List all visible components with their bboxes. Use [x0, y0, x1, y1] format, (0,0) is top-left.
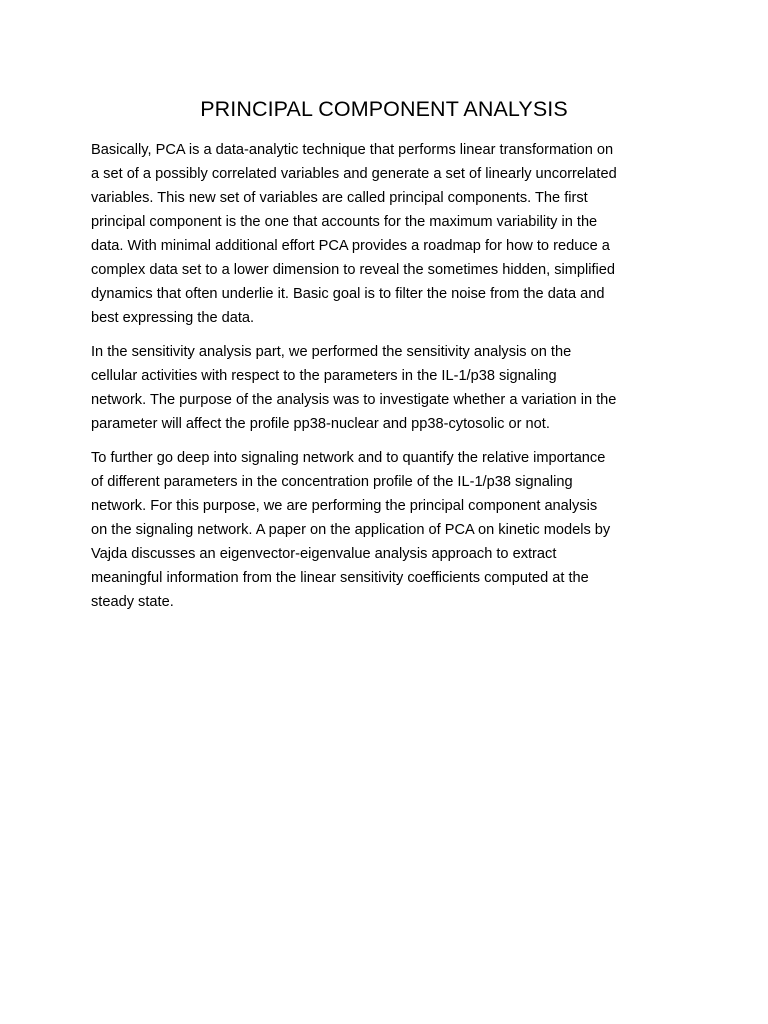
paragraph-sensitivity-analysis: [91, 340, 681, 436]
text-line: principal component is the one that accounts for the maximum variability in the: [91, 214, 598, 230]
document-body: [91, 138, 681, 624]
text-line: meaningful information from the linear sensitivity coefficients computed at the: [91, 570, 589, 586]
text-line: variables. This new set of variables are called principal components. The first: [91, 190, 588, 206]
text-line: best expressing the data.: [91, 310, 255, 326]
text-line: on the signaling network. A paper on the application of PCA on kinetic models by: [91, 522, 611, 538]
text-line: data. With minimal additional effort PCA provides a roadmap for how to reduce a: [91, 238, 610, 254]
text-line: steady state.: [91, 594, 174, 610]
document-title: PRINCIPAL COMPONENT ANALYSIS: [200, 97, 568, 121]
text-line: parameter will affect the profile pp38-nuclear and pp38-cytosolic or not.: [91, 416, 550, 432]
text-line: complex data set to a lower dimension to reveal the sometimes hidden, simplified: [91, 262, 616, 278]
text-line: of different parameters in the concentration profile of the IL-1/p38 signaling: [91, 474, 573, 490]
text-line: To further go deep into signaling network and to quantify the relative importance: [91, 450, 606, 466]
text-line: network. The purpose of the analysis was to investigate whether a variation in the: [91, 392, 617, 408]
text-line: In the sensitivity analysis part, we performed the sensitivity analysis on the: [91, 344, 572, 360]
text-line: a set of a possibly correlated variables and generate a set of linearly uncorrelated: [91, 166, 617, 182]
text-line: cellular activities with respect to the parameters in the IL-1/p38 signaling: [91, 368, 557, 384]
text-line: Basically, PCA is a data-analytic technique that performs linear transformation on: [91, 142, 614, 158]
paragraph-pca-purpose: [91, 446, 681, 614]
paragraph-pca-definition: [91, 138, 681, 330]
text-line: network. For this purpose, we are performing the principal component analysis: [91, 498, 598, 514]
text-line: Vajda discusses an eigenvector-eigenvalue analysis approach to extract: [91, 546, 557, 562]
text-line: dynamics that often underlie it. Basic goal is to filter the noise from the data and: [91, 286, 605, 302]
